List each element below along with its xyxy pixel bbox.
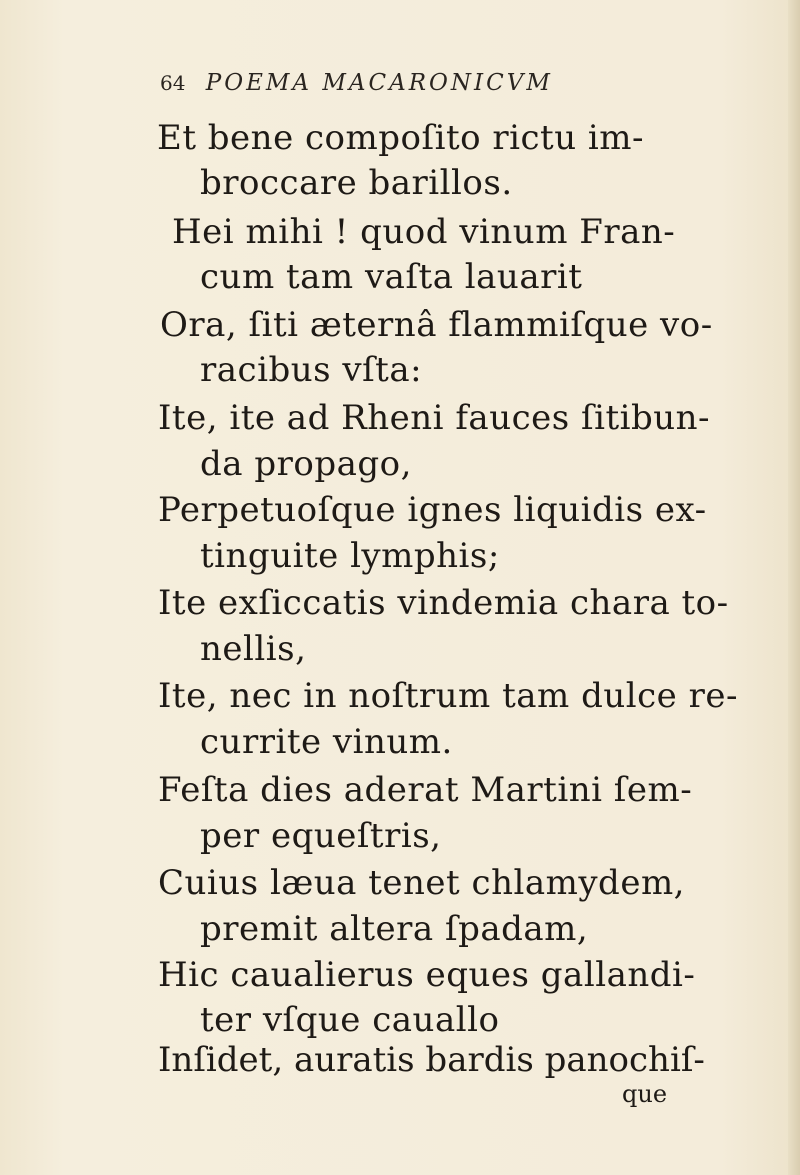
verse-line: Ite exſiccatis vindemia chara to- [158,583,729,623]
running-title: POEMA MACARONICVM [205,70,553,96]
verse-line: cum tam vaſta lauarit [200,257,583,297]
verse-line: nellis, [200,629,307,669]
verse-line: currite vinum. [200,722,453,762]
verse-line: Cuius læua tenet chlamydem, [158,863,685,903]
verse-line: Perpetuoſque ignes liquidis ex- [158,490,707,530]
verse-line: Et bene compoſito rictu im- [157,118,645,158]
verse-line: premit altera ſpadam, [200,909,589,949]
verse-line: broccare barillos. [200,163,513,203]
running-header [160,70,553,96]
verse-line: Inſidet, auratis bardis panochiſ- [158,1040,705,1080]
catchword: que [622,1080,668,1108]
verse-line: da propago, [200,444,412,484]
page-edge [788,0,800,1175]
verse-line: Ite, ite ad Rheni fauces ſitibun- [158,398,711,438]
verse-line: ter vſque cauallo [200,1000,500,1040]
verse-line: Hei mihi ! quod vinum Fran- [172,212,676,252]
verse-line: racibus vſta: [200,350,423,390]
verse-line: Feſta dies aderat Martini ſem- [158,770,693,810]
verse-line: Ora, ſiti æternâ flammiſque vo- [160,305,713,345]
verse-line: Hic caualierus eques gallandi- [158,955,696,995]
verse-line: per equeſtris, [200,816,442,856]
page-number: 64 [160,71,186,95]
verse-line: tinguite lymphis; [200,536,500,576]
verse-line: Ite, nec in noſtrum tam dulce re- [158,676,738,716]
